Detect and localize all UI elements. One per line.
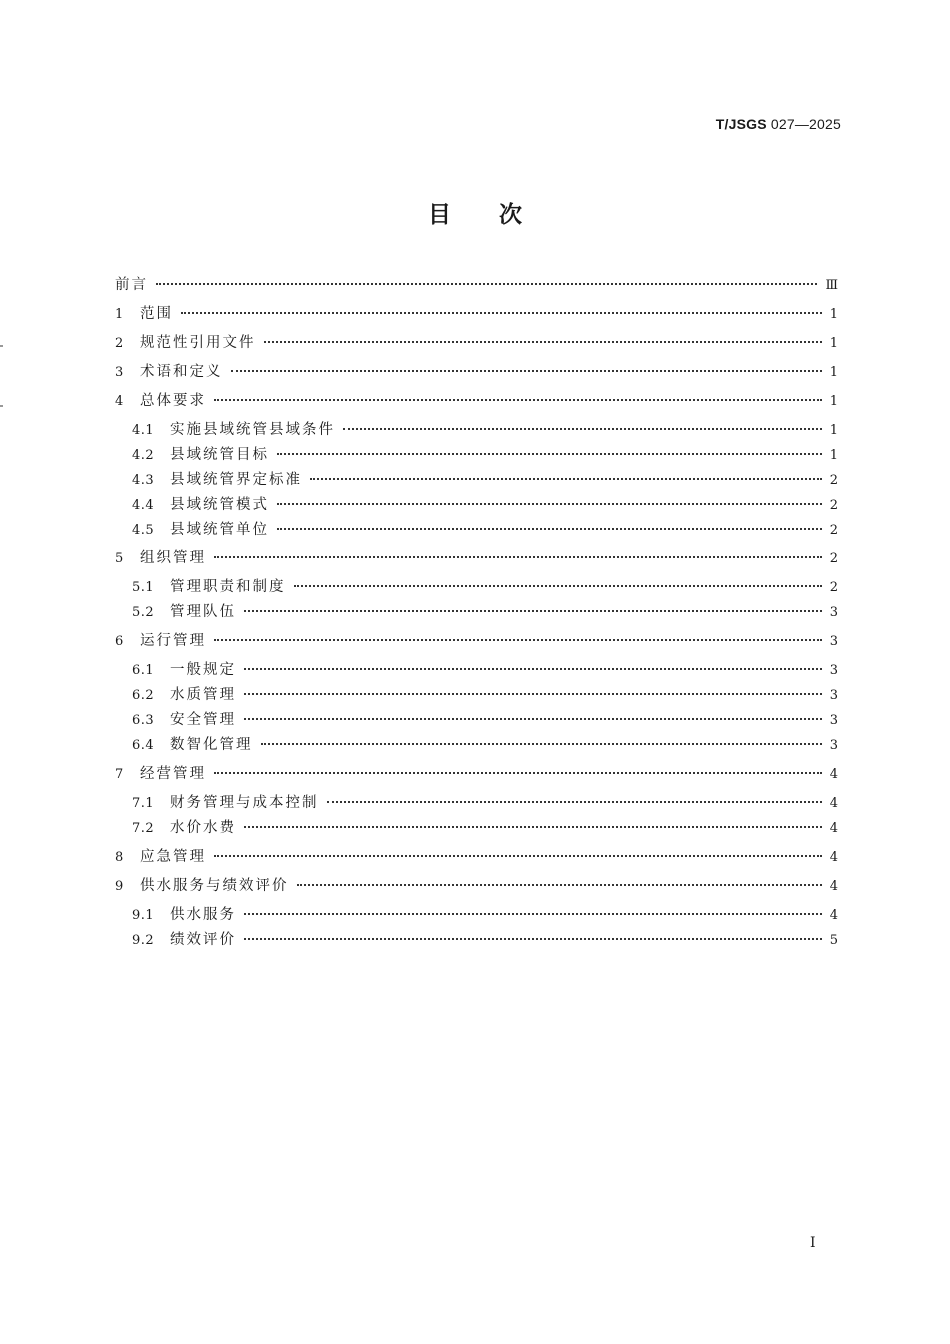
toc-entry[interactable] [132, 793, 838, 813]
toc-entry-page: 2 [829, 498, 838, 513]
toc-entry-number: 4 [115, 394, 124, 409]
margin-mark [0, 405, 3, 407]
toc-leader-dots [244, 693, 822, 695]
toc-entry[interactable] [132, 470, 838, 490]
toc-leader-dots [244, 610, 822, 612]
toc-entry[interactable] [115, 764, 838, 784]
toc-entry-title: 水价水费 [170, 820, 236, 836]
toc-entry-page: 2 [829, 473, 838, 488]
toc-entry-title: 管理队伍 [170, 604, 236, 620]
toc-leader-dots [214, 639, 822, 641]
toc-entry-number: 3 [115, 365, 124, 380]
toc-leader-dots [277, 503, 822, 505]
toc-entry-page: 3 [829, 605, 838, 620]
toc-entry-page: 5 [829, 933, 838, 948]
toc-entry-page: 4 [829, 821, 838, 836]
toc-entry-page: 1 [829, 423, 838, 438]
toc-leader-dots [264, 341, 822, 343]
toc-entry[interactable] [115, 631, 838, 651]
toc-entry[interactable] [132, 710, 838, 730]
toc-entry-number: 8 [115, 850, 124, 865]
toc-entry[interactable] [115, 876, 838, 896]
toc-entry-title: 县域统管单位 [170, 522, 269, 538]
toc-entry[interactable] [132, 602, 838, 622]
toc-entry-number: 7.2 [132, 821, 155, 836]
toc-entry-number: 1 [115, 307, 124, 322]
toc-entry-page: 2 [829, 523, 838, 538]
toc-entry[interactable] [115, 362, 838, 382]
toc-entry-page: 3 [829, 634, 838, 649]
toc-leader-dots [310, 478, 822, 480]
toc-entry-page: 3 [829, 738, 838, 753]
toc-entry-number: 9.2 [132, 933, 155, 948]
toc-entry-page: 4 [829, 850, 838, 865]
toc-entry[interactable] [115, 333, 838, 353]
document-code-number: 027—2025 [770, 116, 841, 132]
toc-entry-title: 应急管理 [140, 849, 206, 865]
toc-entry-number: 4.2 [132, 448, 155, 463]
toc-entry[interactable] [132, 905, 838, 925]
toc-leader-dots [277, 528, 822, 530]
toc-leader-dots [214, 855, 822, 857]
toc-entry-number: 9.1 [132, 908, 155, 923]
toc-leader-dots [294, 585, 822, 587]
toc-entry-number: 4.1 [132, 423, 155, 438]
toc-entry-title: 管理职责和制度 [170, 579, 286, 595]
toc-entry[interactable] [115, 548, 838, 568]
toc-leader-dots [327, 801, 822, 803]
toc-leader-dots [214, 772, 822, 774]
toc-entry-page: 3 [829, 688, 838, 703]
toc-entry-title: 数智化管理 [170, 737, 253, 753]
page-number: I [810, 1235, 816, 1251]
toc-entry-page: 1 [829, 394, 838, 409]
toc-entry-number: 7.1 [132, 796, 155, 811]
toc-entry-title: 供水服务与绩效评价 [140, 878, 289, 894]
toc-entry[interactable] [115, 391, 838, 411]
toc-entry[interactable] [132, 930, 838, 950]
toc-entry-page: 1 [829, 336, 838, 351]
toc-entry-page: 1 [829, 448, 838, 463]
toc-leader-dots [343, 428, 822, 430]
toc-entry-title: 实施县域统管县域条件 [170, 422, 335, 438]
toc-entry-title: 范围 [140, 306, 173, 322]
toc-entry-page: 1 [829, 307, 838, 322]
toc-leader-dots [244, 668, 822, 670]
toc-entry-number: 4.5 [132, 523, 155, 538]
toc-entry-number: 2 [115, 336, 124, 351]
toc-entry-page: Ⅲ [825, 278, 838, 293]
toc-entry[interactable] [132, 818, 838, 838]
toc-entry-page: 3 [829, 713, 838, 728]
toc-entry-title: 县域统管界定标准 [170, 472, 302, 488]
toc-entry-number: 5.1 [132, 580, 155, 595]
toc-entry-page: 1 [829, 365, 838, 380]
toc-entry-page: 4 [829, 879, 838, 894]
toc-entry-title: 县域统管模式 [170, 497, 269, 513]
toc-leader-dots [277, 453, 822, 455]
toc-entry-title: 前言 [115, 277, 148, 293]
toc-entry-number: 4.4 [132, 498, 155, 513]
toc-entry-title: 绩效评价 [170, 932, 236, 948]
margin-mark [0, 345, 3, 347]
toc-entry-title: 一般规定 [170, 662, 236, 678]
toc-entry-number: 7 [115, 767, 124, 782]
toc-leader-dots [231, 370, 822, 372]
toc-entry[interactable] [132, 735, 838, 755]
toc-entry[interactable] [132, 577, 838, 597]
toc-entry-page: 2 [829, 551, 838, 566]
toc-entry-title: 水质管理 [170, 687, 236, 703]
document-code [716, 116, 841, 132]
toc-leader-dots [181, 312, 822, 314]
toc-entry-title: 供水服务 [170, 907, 236, 923]
toc-title: 目次 [428, 202, 570, 228]
toc-entry-page: 3 [829, 663, 838, 678]
toc-leader-dots [261, 743, 822, 745]
toc-entry[interactable] [115, 304, 838, 324]
toc-entry[interactable] [132, 495, 838, 515]
toc-entry-number: 4.3 [132, 473, 155, 488]
toc-leader-dots [214, 399, 822, 401]
toc-entry-title: 财务管理与成本控制 [170, 795, 319, 811]
toc-entry-number: 6.1 [132, 663, 155, 678]
toc-entry-page: 4 [829, 767, 838, 782]
toc-entry-page: 4 [829, 908, 838, 923]
toc-entry-number: 5 [115, 551, 124, 566]
toc-leader-dots [244, 826, 822, 828]
toc-entry-page: 2 [829, 580, 838, 595]
toc-entry-number: 6.3 [132, 713, 155, 728]
toc-entry[interactable] [132, 520, 838, 540]
toc-entry-number: 6.4 [132, 738, 155, 753]
toc-entry-title: 组织管理 [140, 550, 206, 566]
toc-entry-title: 经营管理 [140, 766, 206, 782]
toc-entry[interactable] [132, 420, 838, 440]
toc-entry-number: 9 [115, 879, 124, 894]
toc-entry[interactable] [132, 660, 838, 680]
toc-entry-title: 总体要求 [140, 393, 206, 409]
toc-entry-number: 5.2 [132, 605, 155, 620]
toc-leader-dots [297, 884, 822, 886]
toc-entry-title: 县域统管目标 [170, 447, 269, 463]
toc-leader-dots [244, 938, 822, 940]
toc-leader-dots [214, 556, 822, 558]
toc-leader-dots [156, 283, 817, 285]
toc-entry-title: 安全管理 [170, 712, 236, 728]
toc-entry[interactable] [132, 685, 838, 705]
toc-entry-title: 规范性引用文件 [140, 335, 256, 351]
toc-entry-title: 术语和定义 [140, 364, 223, 380]
toc-entry[interactable] [115, 275, 838, 295]
toc-leader-dots [244, 913, 822, 915]
toc-entry[interactable] [115, 847, 838, 867]
toc-entry-number: 6.2 [132, 688, 155, 703]
document-code-prefix: T/JSGS [715, 116, 767, 132]
toc-entry-number: 6 [115, 634, 124, 649]
toc-entry-page: 4 [829, 796, 838, 811]
toc-entry-title: 运行管理 [140, 633, 206, 649]
toc-entry[interactable] [132, 445, 838, 465]
toc-leader-dots [244, 718, 822, 720]
